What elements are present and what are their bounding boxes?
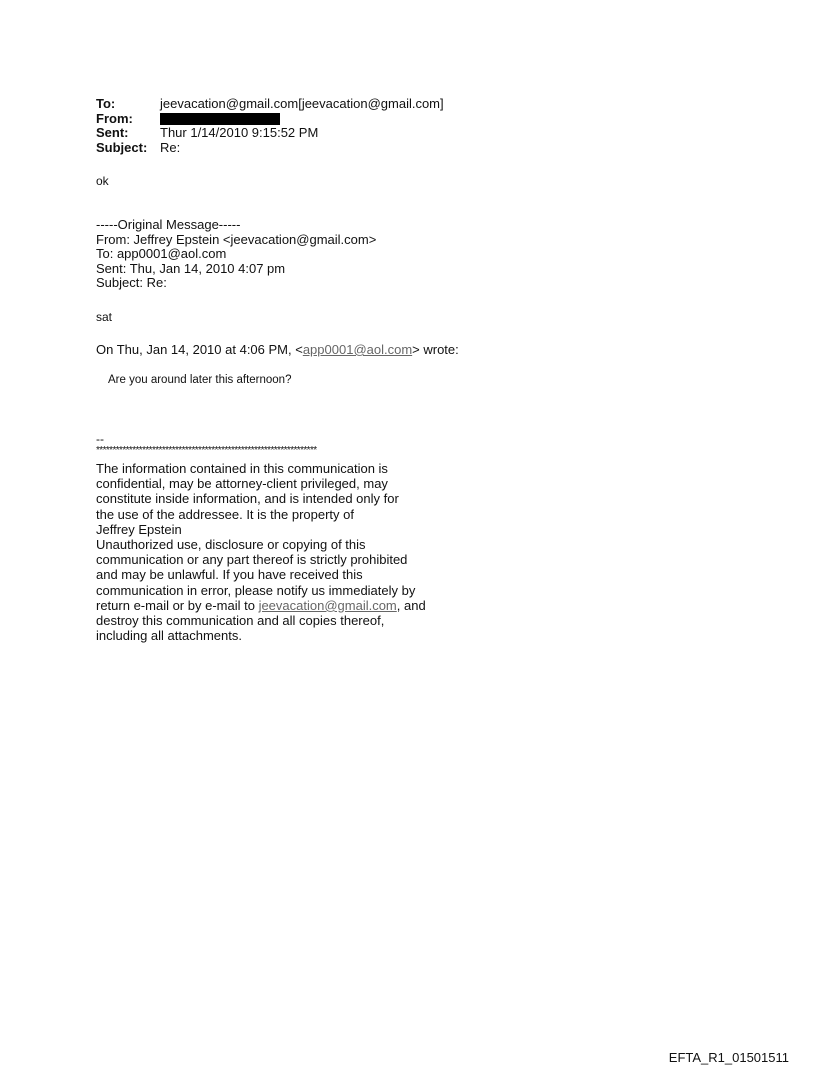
- signature-stars: *******************************************************************: [96, 445, 317, 456]
- original-reply-text: sat: [96, 310, 113, 324]
- disclaimer-return-line: [96, 598, 426, 613]
- disclaimer-line: constitute inside information, and is intended only for: [96, 491, 399, 507]
- original-subject: Subject: Re:: [96, 275, 167, 290]
- to-row: [96, 97, 444, 112]
- sent-row: [96, 126, 444, 141]
- disclaimer-line: communication in error, please notify us immediately by: [96, 582, 416, 598]
- sent-label: Sent:: [96, 125, 129, 140]
- subject-row: [96, 141, 444, 156]
- original-message: [96, 218, 376, 291]
- disclaimer-line: including all attachments.: [96, 628, 242, 644]
- original-to: To: app0001@aol.com: [96, 246, 227, 261]
- quoted-text: Are you around later this afternoon?: [108, 374, 292, 386]
- quote-intro-suffix: > wrote:: [412, 342, 459, 357]
- subject-value: Re:: [160, 139, 181, 155]
- to-value: jeevacation@gmail.com[jeevacation@gmail.com]: [160, 96, 444, 111]
- original-marker: -----Original Message-----: [96, 217, 241, 232]
- sent-value: Thur 1/14/2010 9:15:52 PM: [160, 125, 319, 140]
- return-suffix: , and: [396, 597, 426, 613]
- subject-label: Subject:: [96, 139, 148, 155]
- disclaimer-line: and may be unlawful. If you have received this: [96, 567, 363, 583]
- quote-intro: [96, 342, 459, 357]
- return-prefix: return e-mail or by e-mail to: [96, 597, 259, 613]
- quote-email-link[interactable]: app0001@aol.com: [302, 342, 413, 357]
- from-label: From:: [96, 110, 133, 126]
- disclaimer-line: The information contained in this communication is: [96, 461, 388, 476]
- disclaimer-line: communication or any part thereof is strictly prohibited: [96, 552, 408, 568]
- original-from: From: Jeffrey Epstein <jeevacation@gmail.com>: [96, 231, 377, 247]
- disclaimer-line: the use of the addressee. It is the property of: [96, 506, 354, 522]
- disclaimer-line: confidential, may be attorney-client privileged, may: [96, 476, 388, 492]
- quote-intro-prefix: On Thu, Jan 14, 2010 at 4:06 PM, <: [96, 342, 303, 357]
- disclaimer-line: destroy this communication and all copies thereof,: [96, 613, 385, 629]
- reply-text: ok: [96, 174, 109, 188]
- disclaimer-line: Unauthorized use, disclosure or copying of this: [96, 537, 366, 553]
- redaction-bar: [160, 113, 280, 125]
- original-sent: Sent: Thu, Jan 14, 2010 4:07 pm: [96, 260, 286, 276]
- from-row: [96, 112, 444, 127]
- disclaimer-email-link[interactable]: jeevacation@gmail.com: [258, 597, 397, 613]
- email-header: [96, 97, 444, 155]
- document-id: EFTA_R1_01501511: [668, 1050, 789, 1065]
- to-label: To:: [96, 96, 116, 111]
- disclaimer: [96, 461, 426, 643]
- signature-dash: --: [96, 432, 104, 446]
- disclaimer-line: Jeffrey Epstein: [96, 521, 182, 537]
